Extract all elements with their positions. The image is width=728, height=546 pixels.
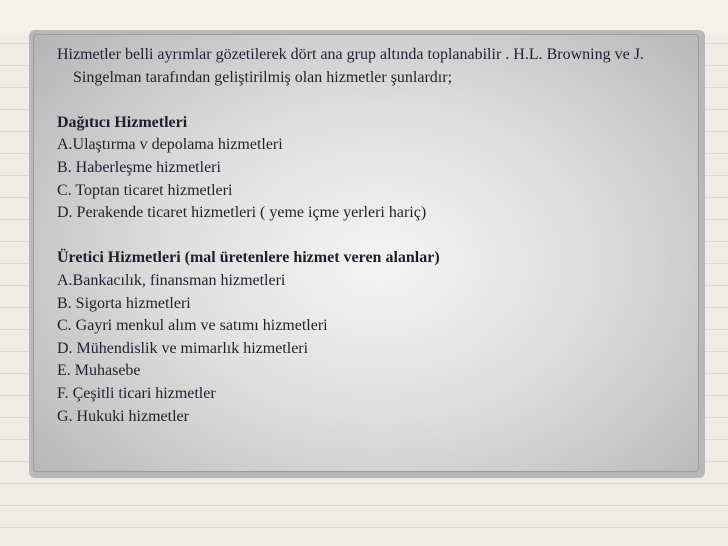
spacer: [57, 225, 677, 248]
list-item: G. Hukuki hizmetler: [57, 407, 189, 425]
list-item: D. Mühendislik ve mimarlık hizmetleri: [57, 339, 309, 357]
list-item: E. Muhasebe: [57, 362, 141, 380]
spacer: [57, 89, 677, 112]
list-item: A.Bankacılık, finansman hizmetleri: [57, 271, 286, 289]
slide-content: [57, 44, 677, 428]
intro-paragraph: Hizmetler belli ayrımlar gözetilerek dört ana grup altında toplanabilir . H.L. Browning ve J. Singelman tarafından geliştirilmiş olan hizmetler şunlardır;: [57, 46, 644, 86]
list-item: B. Sigorta hizmetleri: [57, 294, 191, 312]
list-item: D. Perakende ticaret hizmetleri ( yeme içme yerleri hariç): [57, 204, 427, 222]
section-heading-distributive: Dağıtıcı Hizmetleri: [57, 113, 188, 131]
list-item: B. Haberleşme hizmetleri: [57, 158, 221, 176]
section-heading-producer: Üretici Hizmetleri (mal üretenlere hizmet veren alanlar): [57, 249, 440, 267]
list-item: F. Çeşitli ticari hizmetler: [57, 384, 216, 402]
list-item: A.Ulaştırma v depolama hizmetleri: [57, 136, 283, 154]
list-item: C. Gayri menkul alım ve satımı hizmetleri: [57, 317, 328, 335]
list-item: C. Toptan ticaret hizmetleri: [57, 181, 233, 199]
